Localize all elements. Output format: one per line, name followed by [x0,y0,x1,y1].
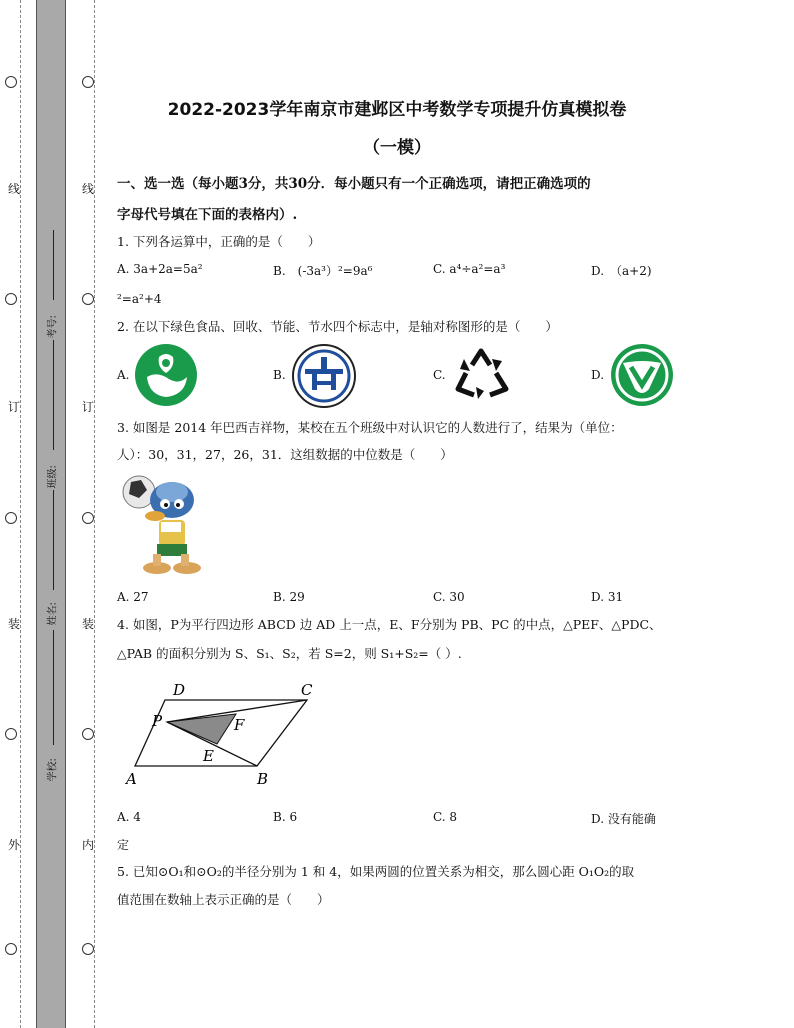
field-label-class: 班级: [47,465,59,489]
margin-char: 外 [8,838,21,852]
label-B: B [257,770,269,788]
question-4-line2: △PAB 的面积分别为 S、S₁、S₂，若 S=2，则 S₁+S₂=（ ）. [117,646,462,661]
question-2: 2. 在以下绿色食品、回收、节能、节水四个标志中，是轴对称图形的是（ ） [117,319,558,334]
q1-option-d-cont: ²=a²+4 [117,292,162,306]
field-line [53,340,54,450]
green-food-logo-icon [133,343,199,407]
binding-hole [5,76,17,88]
label-D: D [173,681,186,699]
label-P: P [152,712,163,730]
margin-char: 订 [8,400,21,414]
q4-option-d: D. 没有能确 [591,812,656,826]
binding-margin [0,0,100,1028]
q1-option-d: D. （a+2) [591,264,652,278]
label-C: C [301,681,313,699]
q3-option-b: B. 29 [273,590,305,604]
question-1: 1. 下列各运算中，正确的是（ ） [117,234,321,249]
binding-hole [82,293,94,305]
parallelogram-figure [117,678,327,790]
question-3-line1: 3. 如图是 2014 年巴西吉祥物，某校在五个班级中对认识它的人数进行了，结果为（单位： [117,420,623,435]
question-3-line2: 人）：30，31，27，26，31．这组数据的中位数是（ ） [117,447,453,462]
margin-char: 订 [82,400,95,414]
margin-char: 装 [8,617,21,631]
water-saving-logo-icon [609,343,675,407]
outer-dashed-line [20,0,21,1028]
question-4-line1: 4. 如图，P为平行四边形 ABCD 边 AD 上一点，E、F分别为 PB、PC 的中点，△PEF、△PDC、 [117,617,662,632]
binding-hole [82,728,94,740]
q2-option-a: A. [117,368,130,382]
binding-strip [36,0,66,1028]
q3-option-a: A. 27 [117,590,149,604]
section-heading-cont: 字母代号填在下面的表格内）. [117,207,298,223]
q2-option-d: D. [591,368,605,382]
q4-option-c: C. 8 [433,810,458,824]
binding-hole [82,943,94,955]
section-heading: 一、选一选（每小题3分，共30分．每小题只有一个正确选项，请把正确选项的 [117,176,591,192]
margin-char: 装 [82,617,95,631]
field-line [53,630,54,745]
binding-hole [82,512,94,524]
q1-option-c: C. a⁴÷a²=a³ [433,262,506,276]
page-subtitle: （一模） [363,138,431,158]
q1-option-b: B. (-3a³）²=9a⁶ [273,264,373,278]
mascot-image [117,470,209,578]
question-5-line1: 5. 已知⊙O₁和⊙O₂的半径分别为 1 和 4，如果两圆的位置关系为相交，那么圆心距 O₁O₂的取 [117,864,635,879]
page-title: 2022-2023学年南京市建邺区中考数学专项提升仿真模拟卷 [167,100,627,120]
binding-hole [82,76,94,88]
margin-char: 线 [82,182,95,196]
q4-option-d-cont: 定 [117,838,130,852]
binding-hole [5,512,17,524]
binding-hole [5,943,17,955]
field-line [53,490,54,590]
q4-option-b: B. 6 [273,810,298,824]
label-F: F [234,716,245,734]
inner-dashed-line [94,0,95,1028]
field-label-exam-no: 考号: [47,315,59,339]
field-label-school: 学校: [47,758,59,782]
question-5-line2: 值范围在数轴上表示正确的是（ ） [117,892,330,907]
field-label-name: 姓名: [47,602,59,626]
q4-option-a: A. 4 [117,810,141,824]
recycle-logo-icon [291,343,357,409]
margin-char: 线 [8,182,21,196]
q2-option-c: C. [433,368,446,382]
q3-option-d: D. 31 [591,590,624,604]
recycling-arrows-icon [450,343,516,405]
field-line [53,230,54,300]
label-E: E [203,747,214,765]
q1-option-a: A. 3a+2a=5a² [117,262,203,276]
margin-char: 内 [82,838,95,852]
q2-option-b: B. [273,368,286,382]
binding-hole [5,728,17,740]
q3-option-c: C. 30 [433,590,465,604]
binding-hole [5,293,17,305]
label-A: A [126,770,137,788]
